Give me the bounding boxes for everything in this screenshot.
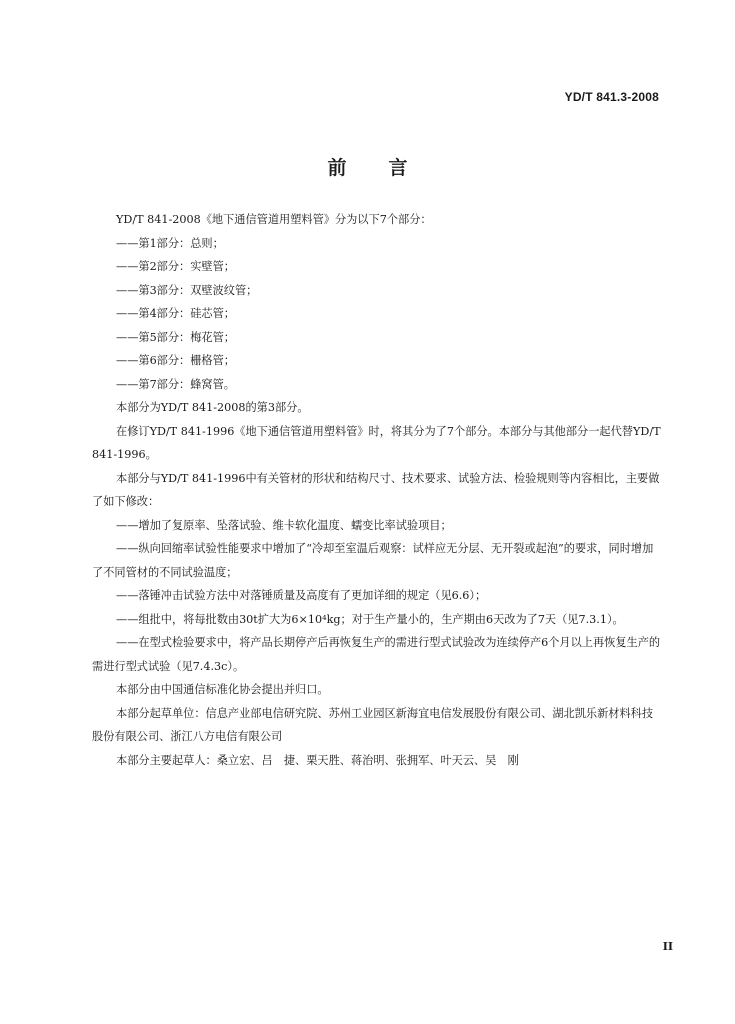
paragraph: 本部分为YD/T 841-2008的第3部分。 <box>116 401 309 414</box>
paragraph: YD/T 841-2008《地下通信管道用塑料管》分为以下7个部分： <box>116 213 432 226</box>
list-item: ——第7部分：蜂窝管。 <box>116 377 235 391</box>
paragraph: 本部分由中国通信标准化协会提出并归口。 <box>116 683 329 696</box>
list-item: ——增加了复原率、坠落试验、维卡软化温度、蠕变比率试验项目； <box>116 518 452 532</box>
list-item: ——纵向回缩率试验性能要求中增加了“冷却至室温后观察：试样应无分层、无开裂或起泡”的要求，同时增加了不同管材的不同试验温度； <box>92 542 654 579</box>
list-item: ——组批中，将每批数由30t扩大为6×10⁴kg；对于生产量小的，生产期由6天改为了7天（见7.3.1）。 <box>116 612 624 626</box>
page-number: II <box>662 940 673 953</box>
list-item: ——落锤冲击试验方法中对落锤质量及高度有了更加详细的规定（见6.6）； <box>116 589 487 602</box>
paragraph: 本部分与YD/T 841-1996中有关管材的形状和结构尺寸、技术要求、试验方法、检验规则等内容相比，主要做了如下修改： <box>92 471 660 508</box>
list-item: ——第5部分：梅花管； <box>116 330 235 344</box>
body-text <box>92 208 664 772</box>
list-item: ——第6部分：栅格管； <box>116 354 235 367</box>
list-item: ——在型式检验要求中，将产品长期停产后再恢复生产的需进行型式试验改为连续停产6个月以上再恢复生产的需进行型式试验（见7.4.3c）。 <box>92 636 661 673</box>
paragraph: 本部分主要起草人：桑立宏、吕 捷、栗天胜、蒋治明、张拥军、叶天云、吴 刚 <box>116 753 519 767</box>
list-item: ——第4部分：硅芯管； <box>116 307 235 320</box>
document-code: YD/T 841.3-2008 <box>564 90 659 104</box>
list-item: ——第3部分：双壁波纹管； <box>116 283 258 297</box>
list-item: ——第2部分：实壁管； <box>116 260 235 273</box>
list-item: ——第1部分：总则； <box>116 236 224 250</box>
page-title: 前言 <box>327 157 450 179</box>
paragraph: 本部分起草单位：信息产业部电信研究院、苏州工业园区新海宜电信发展股份有限公司、湖北凯乐新材料科技股份有限公司、浙江八方电信有限公司 <box>92 706 654 743</box>
paragraph: 在修订YD/T 841-1996《地下通信管道用塑料管》时，将其分为了7个部分。本部分与其他部分一起代替YD/T 841-1996。 <box>92 424 661 461</box>
